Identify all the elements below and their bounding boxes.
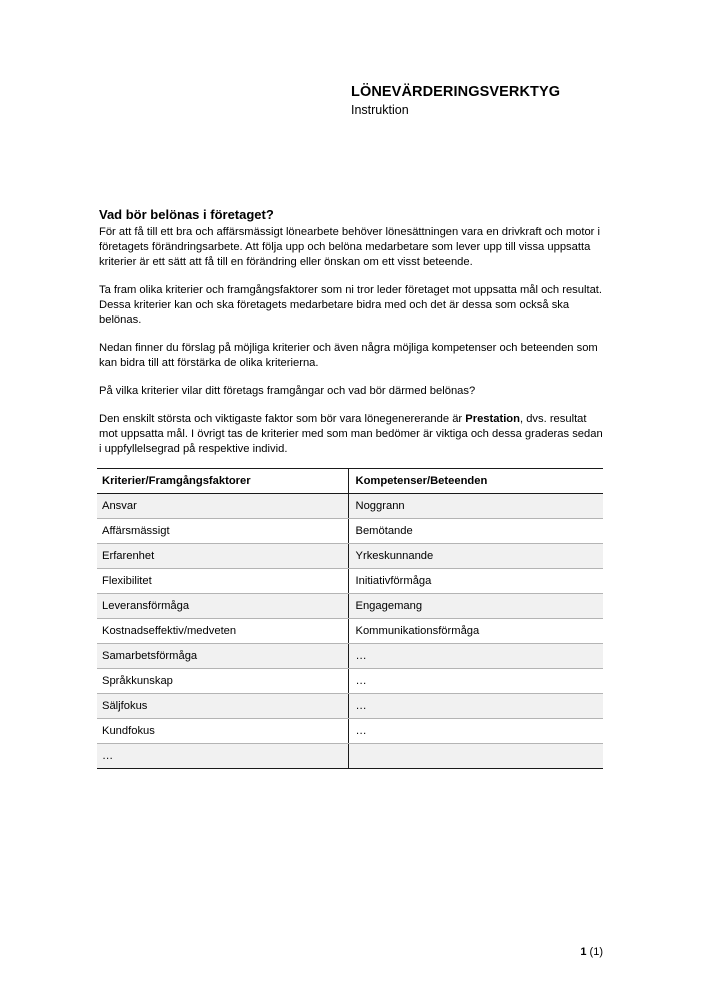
- document-subtitle: Instruktion: [351, 103, 409, 118]
- cell-criterion: Leveransförmåga: [97, 594, 348, 619]
- cell-competence: Bemötande: [348, 519, 603, 544]
- cell-competence: Noggrann: [348, 494, 603, 519]
- cell-criterion: Flexibilitet: [97, 569, 348, 594]
- cell-criterion: Säljfokus: [97, 694, 348, 719]
- cell-criterion: Kundfokus: [97, 719, 348, 744]
- column-header-criteria: Kriterier/Framgångsfaktorer: [97, 469, 348, 494]
- table-row: [97, 644, 603, 669]
- cell-criterion: …: [97, 744, 348, 769]
- table-row: [97, 544, 603, 569]
- footer-total-pages: (1): [589, 946, 603, 958]
- table-row: [97, 744, 603, 769]
- cell-competence: [348, 744, 603, 769]
- table-row: [97, 669, 603, 694]
- cell-competence: Yrkeskunnande: [348, 544, 603, 569]
- table-row: [97, 694, 603, 719]
- paragraph-performance: [99, 412, 605, 457]
- table-row: [97, 519, 603, 544]
- table-header-row: [97, 469, 603, 494]
- performance-text-after: , dvs. resultat mot uppsatta mål. I övrigt tas de kriterier med som man bedömer är viktiga och dessa graderas sedan i uppfyllelsegrad på respektive individ.: [99, 413, 603, 456]
- document-title: LÖNEVÄRDERINGSVERKTYG: [351, 84, 561, 100]
- criteria-table: [97, 468, 603, 769]
- document-header: [351, 83, 560, 118]
- performance-text-before: Den enskilt största och viktigaste faktor som bör vara lönegenererande är: [99, 413, 466, 426]
- paragraph-criteria: Ta fram olika kriterier och framgångsfaktorer som ni tror leder företaget mot uppsatta mål och resultat. Dessa kriterier kan och ska företagets medarbetare bidra med och det är dessa som också ska belönas.: [99, 283, 603, 326]
- table-row: [97, 569, 603, 594]
- cell-competence: …: [348, 694, 603, 719]
- cell-competence: Engagemang: [348, 594, 603, 619]
- cell-criterion: Ansvar: [97, 494, 348, 519]
- performance-keyword: Prestation: [465, 413, 520, 426]
- table-row: [97, 719, 603, 744]
- paragraph-suggestions: Nedan finner du förslag på möjliga kriterier och även några möjliga kompetenser och beteenden som kan bidra till att förstärka de olika kriterierna.: [99, 341, 598, 369]
- cell-competence: Initiativförmåga: [348, 569, 603, 594]
- column-header-competences: Kompetenser/Beteenden: [348, 469, 603, 494]
- table-row: [97, 619, 603, 644]
- cell-criterion: Kostnadseffektiv/medveten: [97, 619, 348, 644]
- document-body: [99, 206, 605, 457]
- table-row: [97, 494, 603, 519]
- cell-competence: …: [348, 669, 603, 694]
- cell-criterion: Språkkunskap: [97, 669, 348, 694]
- page-footer: [580, 946, 603, 958]
- cell-competence: Kommunikationsförmåga: [348, 619, 603, 644]
- paragraph-question: På vilka kriterier vilar ditt företags framgångar och vad bör därmed belönas?: [99, 385, 476, 398]
- cell-criterion: Affärsmässigt: [97, 519, 348, 544]
- table-body: [97, 494, 603, 769]
- paragraph-intro: För att få till ett bra och affärsmässigt lönearbete behöver lönesättningen vara en drivkraft och motor i företagets förändringsarbete. Att följa upp och belöna medarbetare som lever upp till vissa uppsatta kriterier är ett sätt att få till en förändring eller önskan om ett visst beteende.: [99, 225, 601, 268]
- cell-criterion: Erfarenhet: [97, 544, 348, 569]
- cell-competence: …: [348, 644, 603, 669]
- cell-competence: …: [348, 719, 603, 744]
- footer-current-page: 1: [580, 946, 587, 958]
- section-heading: Vad bör belönas i företaget?: [99, 207, 274, 222]
- table-header: [97, 469, 603, 494]
- table-row: [97, 594, 603, 619]
- cell-criterion: Samarbetsförmåga: [97, 644, 348, 669]
